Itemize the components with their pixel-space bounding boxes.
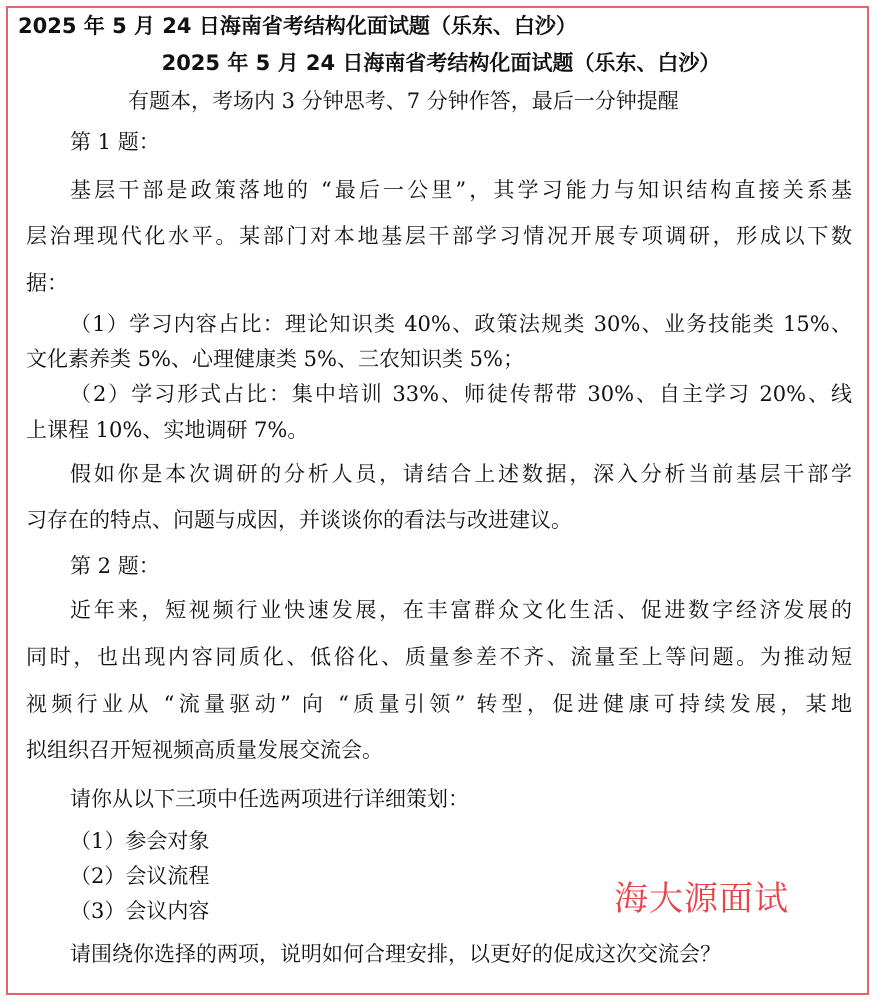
q2-instruction: 请你从以下三项中任选两项进行详细策划： [70, 787, 469, 811]
q2-closing: 请围绕你选择的两项，说明如何合理安排，以更好的促成这次交流会？ [70, 942, 721, 966]
q2-intro-line-4: 拟组织召开短视频高质量发展交流会。 [26, 738, 383, 762]
q2-option-2: （2）会议流程 [70, 864, 210, 888]
q1-intro-line-1: 基层干部是政策落地的 “最后一公里”，其学习能力与知识结构直接关系基 [70, 178, 852, 202]
q1-data2-line-2: 上课程 10%、实地调研 7%。 [26, 418, 309, 442]
document-header-title: 2025 年 5 月 24 日海南省考结构化面试题（乐东、白沙） [18, 14, 577, 38]
q2-option-3: （3）会议内容 [70, 899, 210, 923]
watermark-logo-text: 海大源面试 [614, 879, 789, 919]
q1-data1-line-1: （1）学习内容占比：理论知识类 40%、政策法规类 30%、业务技能类 15%、 [70, 312, 852, 336]
q2-heading: 第 2 题： [70, 554, 160, 578]
q1-data2-line-1: （2）学习形式占比：集中培训 33%、师徒传帮带 30%、自主学习 20%、线 [70, 382, 852, 406]
q1-data1-line-2: 文化素养类 5%、心理健康类 5%、三农知识类 5%； [26, 347, 524, 371]
q2-intro-line-2: 同时，也出现内容同质化、低俗化、质量参差不齐、流量至上等问题。为推动短 [26, 645, 852, 669]
q1-task-line-1: 假如你是本次调研的分析人员，请结合上述数据，深入分析当前基层干部学 [70, 462, 852, 486]
exam-note: 有题本，考场内 3 分钟思考、7 分钟作答，最后一分钟提醒 [128, 89, 679, 113]
q1-intro-line-2: 层治理现代化水平。某部门对本地基层干部学习情况开展专项调研，形成以下数 [26, 224, 852, 248]
page-title: 2025 年 5 月 24 日海南省考结构化面试题（乐东、白沙） [161, 51, 721, 75]
q2-intro-line-3: 视频行业从 “流量驱动” 向 “质量引领” 转型，促进健康可持续发展，某地 [26, 692, 852, 716]
q2-option-1: （1）参会对象 [70, 829, 210, 853]
q2-intro-line-1: 近年来，短视频行业快速发展，在丰富群众文化生活、促进数字经济发展的 [70, 598, 852, 622]
q1-heading: 第 1 题： [70, 130, 160, 154]
q1-intro-line-3: 据： [26, 271, 68, 295]
q1-task-line-2: 习存在的特点、问题与成因，并谈谈你的看法与改进建议。 [26, 508, 572, 532]
